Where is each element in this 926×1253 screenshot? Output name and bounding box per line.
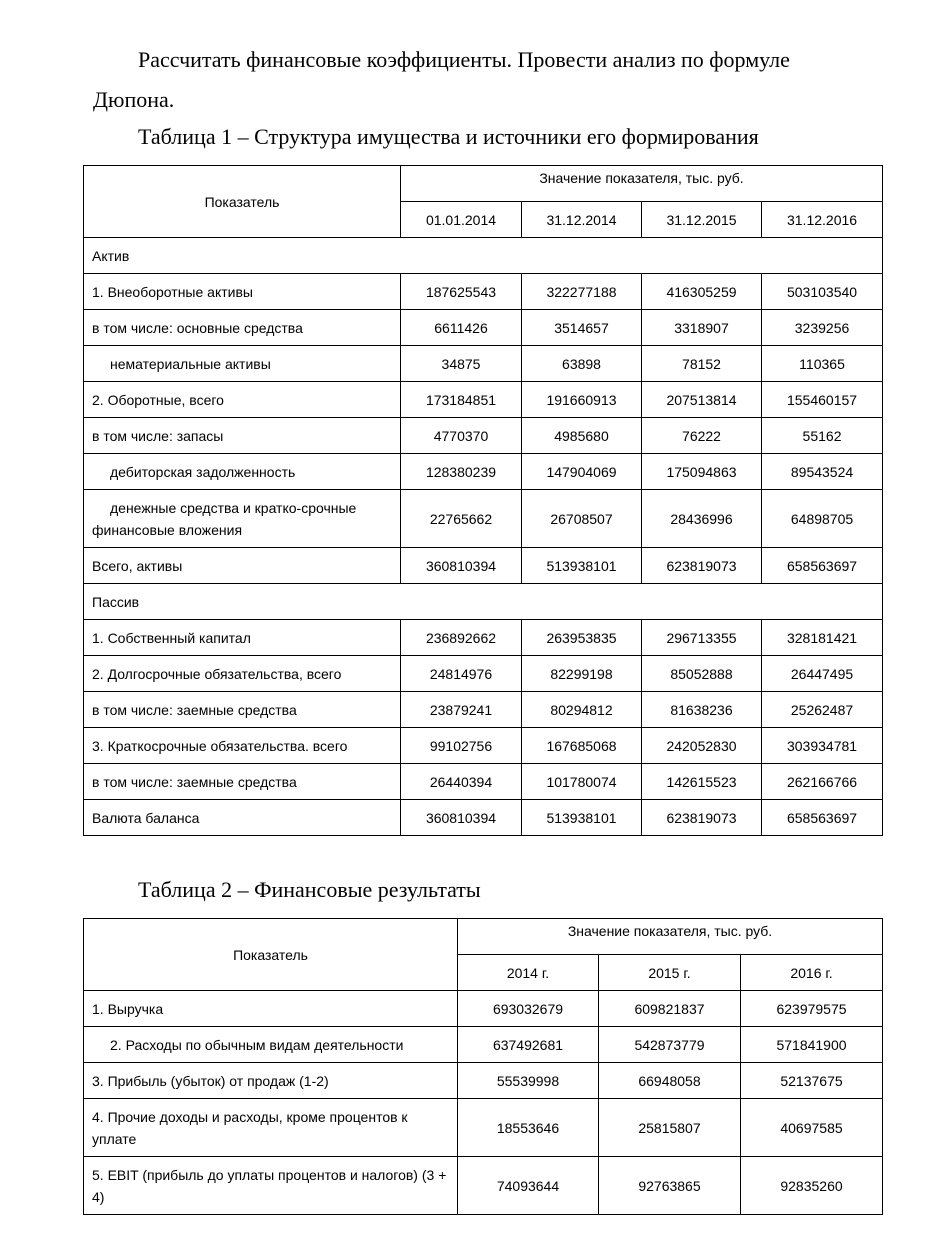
- row-label: 1. Внеоборотные активы: [84, 274, 401, 310]
- table-row: [84, 1157, 883, 1215]
- row-value: 80294812: [522, 692, 642, 728]
- property-structure-table: [83, 165, 883, 836]
- table-row: [84, 656, 883, 692]
- row-label: 5. EBIT (прибыль до уплаты процентов и налогов) (3 + 4): [84, 1157, 458, 1215]
- table-row: [84, 1099, 883, 1157]
- table-row: [84, 1027, 883, 1063]
- row-value: 23879241: [401, 692, 522, 728]
- row-value: 26447495: [762, 656, 883, 692]
- row-label: денежные средства и кратко-срочные финансовые вложения: [84, 490, 401, 548]
- period-header: 31.12.2015: [642, 202, 762, 238]
- row-label: 2. Расходы по обычным видам деятельности: [84, 1027, 458, 1063]
- row-value: 82299198: [522, 656, 642, 692]
- row-value: 513938101: [522, 548, 642, 584]
- row-label: в том числе: заемные средства: [84, 764, 401, 800]
- row-value: 623819073: [642, 800, 762, 836]
- row-value: 81638236: [642, 692, 762, 728]
- row-value: 4985680: [522, 418, 642, 454]
- row-value: 236892662: [401, 620, 522, 656]
- row-value: 296713355: [642, 620, 762, 656]
- row-value: 3514657: [522, 310, 642, 346]
- row-value: 360810394: [401, 800, 522, 836]
- row-value: 22765662: [401, 490, 522, 548]
- row-value: 25262487: [762, 692, 883, 728]
- period-header: 31.12.2016: [762, 202, 883, 238]
- row-value: 66948058: [599, 1063, 741, 1099]
- row-value: 623819073: [642, 548, 762, 584]
- row-value: 147904069: [522, 454, 642, 490]
- row-value: 262166766: [762, 764, 883, 800]
- row-value: 4770370: [401, 418, 522, 454]
- row-value: 693032679: [458, 991, 599, 1027]
- row-value: 637492681: [458, 1027, 599, 1063]
- row-label: в том числе: основные средства: [84, 310, 401, 346]
- financial-results-table: [83, 918, 883, 1215]
- row-label: 2. Оборотные, всего: [84, 382, 401, 418]
- row-value: 187625543: [401, 274, 522, 310]
- indicator-header: Показатель: [84, 166, 401, 238]
- row-label: Валюта баланса: [84, 800, 401, 836]
- row-value: 263953835: [522, 620, 642, 656]
- row-value: 101780074: [522, 764, 642, 800]
- table-row: [84, 382, 883, 418]
- row-value: 128380239: [401, 454, 522, 490]
- row-value: 34875: [401, 346, 522, 382]
- intro-line-1: Рассчитать финансовые коэффициенты. Провести анализ по формуле: [138, 47, 790, 72]
- row-value: 6611426: [401, 310, 522, 346]
- row-label: нематериальные активы: [84, 346, 401, 382]
- row-value: 175094863: [642, 454, 762, 490]
- table-row: [84, 620, 883, 656]
- table1-caption: Таблица 1 – Структура имущества и источники его формирования: [138, 124, 759, 149]
- row-label: в том числе: запасы: [84, 418, 401, 454]
- row-value: 99102756: [401, 728, 522, 764]
- row-value: 623979575: [741, 991, 883, 1027]
- row-value: 26708507: [522, 490, 642, 548]
- row-value: 24814976: [401, 656, 522, 692]
- row-value: 242052830: [642, 728, 762, 764]
- row-label: 4. Прочие доходы и расходы, кроме процентов к уплате: [84, 1099, 458, 1157]
- table-row: [84, 346, 883, 382]
- period-header: 31.12.2014: [522, 202, 642, 238]
- row-value: 26440394: [401, 764, 522, 800]
- row-value: 142615523: [642, 764, 762, 800]
- row-value: 513938101: [522, 800, 642, 836]
- table-row: [84, 454, 883, 490]
- row-value: 110365: [762, 346, 883, 382]
- section-label: Актив: [84, 238, 883, 274]
- section-row-liabilities: [84, 584, 883, 620]
- row-label: Всего, активы: [84, 548, 401, 584]
- table-row: [84, 692, 883, 728]
- row-value: 85052888: [642, 656, 762, 692]
- table-row: [84, 548, 883, 584]
- row-value: 542873779: [599, 1027, 741, 1063]
- row-value: 78152: [642, 346, 762, 382]
- period-header: 2016 г.: [741, 955, 883, 991]
- indicator-header: Показатель: [84, 919, 458, 991]
- row-label: 1. Выручка: [84, 991, 458, 1027]
- period-header: 2015 г.: [599, 955, 741, 991]
- row-value: 52137675: [741, 1063, 883, 1099]
- row-value: 3239256: [762, 310, 883, 346]
- table-row: [84, 310, 883, 346]
- table-row: [84, 274, 883, 310]
- row-value: 416305259: [642, 274, 762, 310]
- row-value: 155460157: [762, 382, 883, 418]
- table-row: [84, 800, 883, 836]
- row-value: 658563697: [762, 800, 883, 836]
- intro-paragraph: [93, 40, 873, 120]
- row-value: 173184851: [401, 382, 522, 418]
- row-value: 76222: [642, 418, 762, 454]
- row-value: 40697585: [741, 1099, 883, 1157]
- row-value: 658563697: [762, 548, 883, 584]
- row-label: дебиторская задолженность: [84, 454, 401, 490]
- table-row: [84, 728, 883, 764]
- table2-caption: Таблица 2 – Финансовые результаты: [138, 877, 481, 902]
- row-value: 55162: [762, 418, 883, 454]
- table-row: [84, 1063, 883, 1099]
- row-value: 89543524: [762, 454, 883, 490]
- row-value: 303934781: [762, 728, 883, 764]
- row-value: 92835260: [741, 1157, 883, 1215]
- row-value: 63898: [522, 346, 642, 382]
- row-value: 322277188: [522, 274, 642, 310]
- row-value: 571841900: [741, 1027, 883, 1063]
- row-label: 2. Долгосрочные обязательства, всего: [84, 656, 401, 692]
- table-row: [84, 991, 883, 1027]
- section-label: Пассив: [84, 584, 883, 620]
- row-value: 55539998: [458, 1063, 599, 1099]
- row-value: 503103540: [762, 274, 883, 310]
- table-row: [84, 490, 883, 548]
- period-header: 01.01.2014: [401, 202, 522, 238]
- row-label: 3. Краткосрочные обязательства. всего: [84, 728, 401, 764]
- row-value: 191660913: [522, 382, 642, 418]
- section-row-assets: [84, 238, 883, 274]
- row-label: 1. Собственный капитал: [84, 620, 401, 656]
- table-row: [84, 418, 883, 454]
- period-header: 2014 г.: [458, 955, 599, 991]
- row-value: 74093644: [458, 1157, 599, 1215]
- value-header: Значение показателя, тыс. руб.: [458, 919, 883, 955]
- row-value: 207513814: [642, 382, 762, 418]
- row-value: 92763865: [599, 1157, 741, 1215]
- intro-line-2: Дюпона.: [93, 87, 175, 112]
- row-value: 360810394: [401, 548, 522, 584]
- row-value: 328181421: [762, 620, 883, 656]
- row-label: 3. Прибыль (убыток) от продаж (1-2): [84, 1063, 458, 1099]
- row-value: 64898705: [762, 490, 883, 548]
- value-header: Значение показателя, тыс. руб.: [401, 166, 883, 202]
- row-value: 609821837: [599, 991, 741, 1027]
- row-value: 167685068: [522, 728, 642, 764]
- row-value: 28436996: [642, 490, 762, 548]
- row-label: в том числе: заемные средства: [84, 692, 401, 728]
- row-value: 3318907: [642, 310, 762, 346]
- row-value: 18553646: [458, 1099, 599, 1157]
- row-value: 25815807: [599, 1099, 741, 1157]
- table-row: [84, 764, 883, 800]
